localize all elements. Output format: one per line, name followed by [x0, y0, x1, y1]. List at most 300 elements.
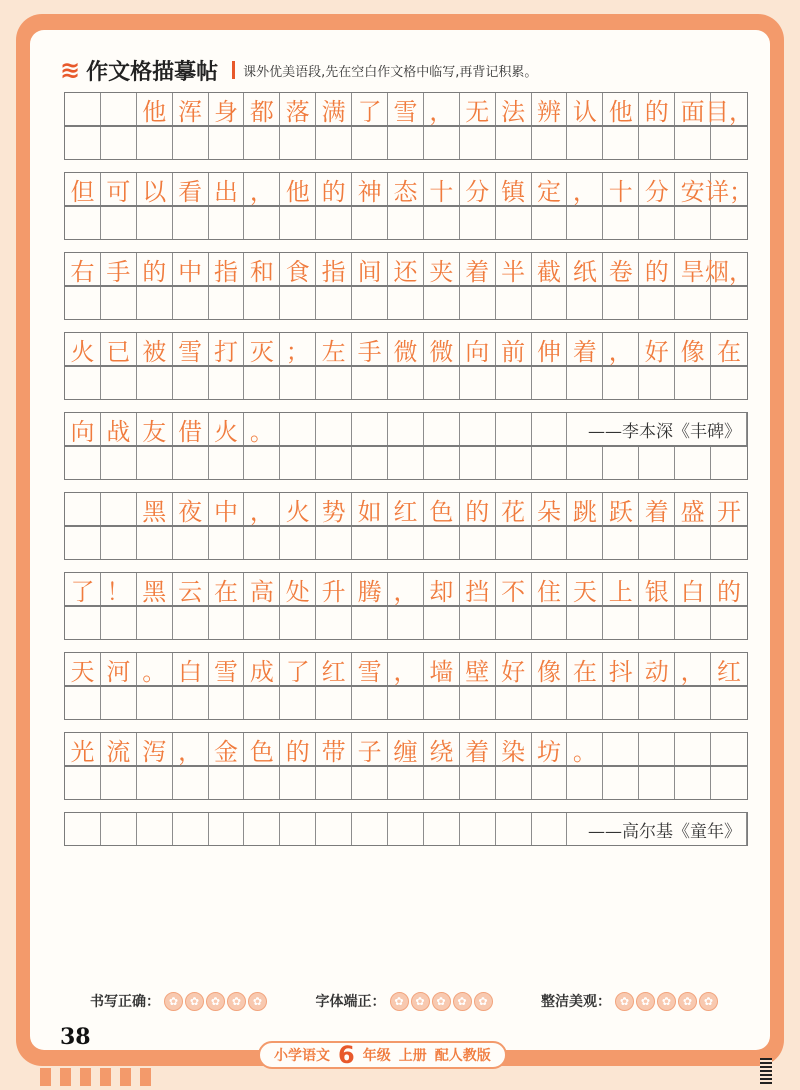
grid-cell — [101, 493, 137, 525]
flower-star-icon[interactable]: ✿ — [411, 992, 430, 1011]
grid-cell — [567, 447, 603, 479]
grid-cell — [532, 813, 568, 845]
grid-cell: 着 — [460, 253, 496, 285]
grid-cell: 友 — [137, 413, 173, 445]
grid-cell — [567, 767, 603, 799]
grid-cell — [137, 607, 173, 639]
grid-cell: 雪 — [173, 333, 209, 365]
grid-cell — [352, 607, 388, 639]
grid-cell — [424, 767, 460, 799]
grid-cell — [173, 767, 209, 799]
grid-cell — [496, 207, 532, 239]
grid-cell: 认 — [567, 93, 603, 125]
blank-row — [64, 606, 748, 640]
grid-cell: 。 — [567, 733, 603, 765]
grid-cell: 黑 — [137, 493, 173, 525]
grid-cell: 红 — [716, 657, 741, 686]
grid-cell — [101, 813, 137, 845]
grid-cell — [352, 813, 388, 845]
grid-cell — [65, 93, 101, 125]
rating-correctness — [90, 991, 269, 1011]
grid-cell: 食 — [280, 253, 316, 285]
source-citation: ——李本深《丰碑》 — [582, 413, 741, 445]
blank-row — [64, 206, 748, 240]
grid-cell — [711, 767, 747, 799]
blank-row — [64, 366, 748, 400]
grid-cell: 天 — [567, 573, 603, 605]
grid-cell: 分 — [639, 173, 675, 205]
grid-cell — [460, 767, 496, 799]
grid-cell — [675, 447, 711, 479]
section-header — [60, 54, 537, 86]
grid-cell — [352, 207, 388, 239]
grid-cell: 十 — [424, 173, 460, 205]
grid-cell — [567, 287, 603, 319]
grid-cell — [65, 527, 101, 559]
blank-row — [64, 526, 748, 560]
rating-label: 字体端正： — [315, 994, 386, 1010]
grid-cell: 辨 — [532, 93, 568, 125]
star-rating[interactable] — [164, 992, 269, 1011]
grid-cell: 盛 — [675, 493, 711, 525]
grid-cell — [101, 93, 137, 125]
flower-star-icon[interactable]: ✿ — [164, 992, 183, 1011]
grid-cell — [424, 367, 460, 399]
grid-cell: 伸 — [532, 333, 568, 365]
grid-cell — [603, 687, 639, 719]
grid-cell: 墙 — [424, 653, 460, 685]
grid-cell: 色 — [424, 493, 460, 525]
grid-cell — [388, 447, 424, 479]
grid-cell — [280, 367, 316, 399]
grid-cell — [316, 607, 352, 639]
flower-star-icon[interactable]: ✿ — [636, 992, 655, 1011]
text-row — [64, 252, 754, 286]
grid-cell: 中 — [173, 253, 209, 285]
grid-cell: 雪 — [388, 93, 424, 125]
grid-cell — [603, 607, 639, 639]
text-row — [64, 172, 754, 206]
grid-cell — [316, 287, 352, 319]
grid-cell — [244, 127, 280, 159]
grid-cell: 势 — [316, 493, 352, 525]
grid-cell — [316, 127, 352, 159]
grid-cell — [137, 287, 173, 319]
grid-cell — [532, 767, 568, 799]
grid-cell — [639, 207, 675, 239]
text-row — [64, 492, 748, 526]
grid-cell — [424, 413, 460, 445]
grid-cell: ， — [603, 333, 639, 365]
grid-cell — [101, 767, 137, 799]
grid-cell: 的 — [639, 93, 675, 125]
grid-cell: 满 — [316, 93, 352, 125]
grid-cell — [316, 687, 352, 719]
grid-cell: 法 — [496, 93, 532, 125]
grid-cell — [316, 367, 352, 399]
grid-cell — [209, 127, 245, 159]
grid-cell: ！ — [101, 573, 137, 605]
grid-cell — [496, 687, 532, 719]
grid-cell — [675, 733, 711, 765]
grid-cell — [209, 447, 245, 479]
grid-cell — [388, 687, 424, 719]
grid-cell: 住 — [532, 573, 568, 605]
grid-cell: 朵 — [532, 493, 568, 525]
grid-cell: 的 — [460, 493, 496, 525]
footer-volume: 上册 — [398, 1048, 427, 1064]
grid-cell — [388, 767, 424, 799]
grid-cell — [209, 527, 245, 559]
text-row — [64, 652, 748, 686]
grid-cell: 以 — [137, 173, 173, 205]
grid-cell — [675, 607, 711, 639]
grid-cell — [244, 687, 280, 719]
grid-cell — [65, 287, 101, 319]
grid-cell — [460, 367, 496, 399]
decorative-stripes — [40, 1068, 151, 1086]
flower-star-icon[interactable]: ✿ — [248, 992, 267, 1011]
grid-cell: 的 — [280, 733, 316, 765]
grid-cell — [352, 687, 388, 719]
grid-cell: 打 — [209, 333, 245, 365]
grid-cell: 他 — [280, 173, 316, 205]
grid-cell: 神 — [352, 173, 388, 205]
grid-cell — [316, 767, 352, 799]
grid-cell — [209, 367, 245, 399]
grid-cell — [388, 527, 424, 559]
grid-cell: 安 — [675, 173, 711, 205]
grid-cell — [567, 687, 603, 719]
grid-cell: 看 — [173, 173, 209, 205]
rating-label: 整洁美观： — [541, 994, 611, 1010]
grid-cell: 处 — [280, 573, 316, 605]
grid-cell — [675, 127, 711, 159]
grid-cell: ， — [388, 573, 424, 605]
grid-cell: 可 — [101, 173, 137, 205]
grid-cell: 红 — [388, 493, 424, 525]
grid-cell — [137, 367, 173, 399]
grid-cell: 染 — [496, 733, 532, 765]
grid-cell — [532, 687, 568, 719]
grid-cell: 前 — [496, 333, 532, 365]
grid-cell: ， — [567, 173, 603, 205]
grid-cell — [603, 127, 639, 159]
grid-cell — [711, 687, 747, 719]
grid-cell — [424, 127, 460, 159]
grid-cell — [244, 367, 280, 399]
grid-cell — [280, 413, 316, 445]
grid-cell — [101, 367, 137, 399]
grid-cell — [280, 447, 316, 479]
grid-cell — [567, 367, 603, 399]
grid-cell: ， — [244, 493, 280, 525]
grid-cell: 带 — [316, 733, 352, 765]
grid-cell: 雪 — [352, 653, 388, 685]
footer-grade-suffix: 年级 — [362, 1048, 391, 1064]
grid-cell — [711, 367, 747, 399]
grid-cell — [137, 527, 173, 559]
flower-star-icon[interactable]: ✿ — [185, 992, 204, 1011]
grid-cell — [675, 527, 711, 559]
grid-cell: 壁 — [460, 653, 496, 685]
rating-cleanliness — [541, 991, 720, 1011]
grid-cell: 间 — [352, 253, 388, 285]
grid-cell — [675, 367, 711, 399]
grid-cell — [388, 813, 424, 845]
grid-cell — [244, 607, 280, 639]
grid-cell: 白 — [675, 573, 711, 605]
grid-cell: 态 — [388, 173, 424, 205]
grid-cell: 色 — [244, 733, 280, 765]
grid-cell: 好 — [639, 333, 675, 365]
grid-cell — [639, 767, 675, 799]
grid-cell — [173, 207, 209, 239]
grid-cell — [65, 813, 101, 845]
grid-cell — [173, 447, 209, 479]
grid-cell — [460, 687, 496, 719]
grid-cell — [711, 127, 747, 159]
grid-cell — [352, 767, 388, 799]
star-rating[interactable] — [615, 992, 720, 1011]
grid-cell: 跳 — [567, 493, 603, 525]
grid-cell — [101, 287, 137, 319]
grid-cell: 上 — [603, 573, 639, 605]
grid-cell: 黑 — [137, 573, 173, 605]
flower-star-icon[interactable]: ✿ — [657, 992, 676, 1011]
grid-cell — [280, 607, 316, 639]
flower-star-icon[interactable]: ✿ — [678, 992, 697, 1011]
grid-cell — [424, 207, 460, 239]
grid-cell — [280, 687, 316, 719]
grid-cell — [316, 813, 352, 845]
edge-barcode — [760, 1058, 772, 1086]
blank-row — [64, 812, 748, 846]
grid-cell: 子 — [352, 733, 388, 765]
grid-cell — [639, 127, 675, 159]
grid-cell: 动 — [639, 653, 675, 685]
grid-cell — [711, 447, 747, 479]
grid-cell — [137, 767, 173, 799]
page-number: 38 — [60, 1024, 91, 1050]
grid-cell — [496, 527, 532, 559]
composition-grid — [64, 92, 754, 846]
grid-cell: 截 — [532, 253, 568, 285]
grid-cell: 半 — [496, 253, 532, 285]
grid-cell: 光 — [65, 733, 101, 765]
grid-cell — [316, 527, 352, 559]
grid-cell — [639, 687, 675, 719]
rating-bar — [90, 990, 720, 1012]
grid-cell: 和 — [244, 253, 280, 285]
grid-cell — [65, 767, 101, 799]
grid-cell — [209, 687, 245, 719]
grid-cell — [101, 447, 137, 479]
grid-cell — [209, 813, 245, 845]
flower-star-icon[interactable]: ✿ — [390, 992, 409, 1011]
grid-cell — [137, 207, 173, 239]
grid-cell — [496, 447, 532, 479]
grid-cell — [352, 413, 388, 445]
grid-cell — [137, 687, 173, 719]
grid-cell: 了 — [65, 573, 101, 605]
grid-cell: 镇 — [496, 173, 532, 205]
flower-star-icon[interactable]: ✿ — [453, 992, 472, 1011]
grid-cell: 升 — [316, 573, 352, 605]
grid-cell — [101, 687, 137, 719]
grid-cell — [352, 367, 388, 399]
grid-cell — [675, 287, 711, 319]
grid-cell: 。 — [244, 413, 280, 445]
grid-cell — [137, 813, 173, 845]
grid-cell: 花 — [496, 493, 532, 525]
grid-cell: 挡 — [460, 573, 496, 605]
grid-cell: 白 — [173, 653, 209, 685]
grid-cell — [711, 287, 747, 319]
grid-cell — [209, 207, 245, 239]
grid-cell: 但 — [65, 173, 101, 205]
grid-cell — [280, 813, 316, 845]
grid-cell — [639, 447, 675, 479]
grid-cell: ， — [675, 653, 711, 685]
grid-cell: 银 — [639, 573, 675, 605]
grid-cell: 浑 — [173, 93, 209, 125]
grid-cell — [603, 447, 639, 479]
grid-cell: 指 — [316, 253, 352, 285]
grid-cell — [244, 767, 280, 799]
grid-cell — [424, 527, 460, 559]
grid-cell — [639, 287, 675, 319]
grid-cell — [496, 287, 532, 319]
grid-cell — [603, 733, 639, 765]
grid-cell: 红 — [316, 653, 352, 685]
grid-cell: 着 — [639, 493, 675, 525]
grid-cell — [65, 127, 101, 159]
grid-cell — [639, 607, 675, 639]
blank-row — [64, 686, 748, 720]
grid-cell — [496, 767, 532, 799]
grid-cell — [280, 767, 316, 799]
grid-cell — [424, 287, 460, 319]
grid-cell — [388, 413, 424, 445]
grid-cell — [496, 367, 532, 399]
grid-cell: 腾 — [352, 573, 388, 605]
grid-cell — [711, 207, 747, 239]
grid-cell — [460, 287, 496, 319]
grid-cell: 的 — [137, 253, 173, 285]
grid-cell: 战 — [101, 413, 137, 445]
grid-cell — [244, 813, 280, 845]
grid-cell — [173, 813, 209, 845]
grid-cell — [603, 367, 639, 399]
grid-cell: 像 — [532, 653, 568, 685]
grid-cell — [280, 207, 316, 239]
grid-cell — [532, 447, 568, 479]
flower-star-icon[interactable]: ✿ — [227, 992, 246, 1011]
grid-cell — [244, 207, 280, 239]
grid-cell — [65, 447, 101, 479]
grid-cell: 抖 — [603, 653, 639, 685]
grid-cell: 向 — [460, 333, 496, 365]
grid-cell — [496, 607, 532, 639]
grid-cell: ， — [388, 653, 424, 685]
grid-cell: ； — [280, 333, 316, 365]
grid-cell — [352, 447, 388, 479]
star-rating[interactable] — [390, 992, 495, 1011]
grid-cell — [209, 287, 245, 319]
grid-cell: 都 — [244, 93, 280, 125]
grid-cell: 还 — [388, 253, 424, 285]
grid-cell: 却 — [424, 573, 460, 605]
grid-cell — [496, 127, 532, 159]
grid-cell — [101, 607, 137, 639]
grid-cell — [173, 527, 209, 559]
grid-cell: 被 — [137, 333, 173, 365]
grid-cell — [603, 527, 639, 559]
grid-cell: 旱 — [675, 253, 711, 285]
section-instructions: 课外优美语段,先在空白作文格中临写,再背记积累。 — [243, 64, 538, 80]
grid-cell: 河 — [101, 653, 137, 685]
grid-cell: 他 — [137, 93, 173, 125]
grid-cell: 手 — [101, 253, 137, 285]
flower-star-icon[interactable]: ✿ — [432, 992, 451, 1011]
grid-cell: 绕 — [424, 733, 460, 765]
flower-star-icon[interactable]: ✿ — [699, 992, 718, 1011]
grid-cell — [532, 207, 568, 239]
blank-row — [64, 126, 748, 160]
grid-cell: 坊 — [532, 733, 568, 765]
grid-cell — [316, 447, 352, 479]
text-row — [64, 572, 748, 606]
grid-cell — [280, 287, 316, 319]
grid-cell — [65, 493, 101, 525]
grid-cell — [603, 287, 639, 319]
grid-cell — [460, 447, 496, 479]
grid-cell — [388, 127, 424, 159]
grid-cell — [316, 207, 352, 239]
grid-cell — [137, 127, 173, 159]
grid-cell: 流 — [101, 733, 137, 765]
grid-cell: 灭 — [244, 333, 280, 365]
grid-cell — [532, 607, 568, 639]
flower-star-icon[interactable]: ✿ — [615, 992, 634, 1011]
grid-cell: 着 — [460, 733, 496, 765]
grid-cell: 中 — [209, 493, 245, 525]
grid-cell: 左 — [316, 333, 352, 365]
grid-cell — [388, 367, 424, 399]
footer-subject: 小学语文 — [274, 1048, 330, 1064]
grid-cell — [244, 287, 280, 319]
grid-cell: 身 — [209, 93, 245, 125]
grid-cell — [173, 687, 209, 719]
grid-cell: 指 — [209, 253, 245, 285]
flower-star-icon[interactable]: ✿ — [206, 992, 225, 1011]
grid-cell — [316, 413, 352, 445]
grid-cell: 手 — [352, 333, 388, 365]
grid-cell — [424, 607, 460, 639]
grid-cell: ， — [173, 733, 209, 765]
text-row — [64, 412, 748, 446]
grid-cell — [352, 527, 388, 559]
grid-cell — [280, 127, 316, 159]
grid-cell — [209, 607, 245, 639]
grid-cell: 高 — [244, 573, 280, 605]
grid-cell — [675, 767, 711, 799]
grid-cell — [496, 413, 532, 445]
grid-cell: 目， — [705, 97, 754, 126]
flower-star-icon[interactable]: ✿ — [474, 992, 493, 1011]
grid-cell — [173, 367, 209, 399]
